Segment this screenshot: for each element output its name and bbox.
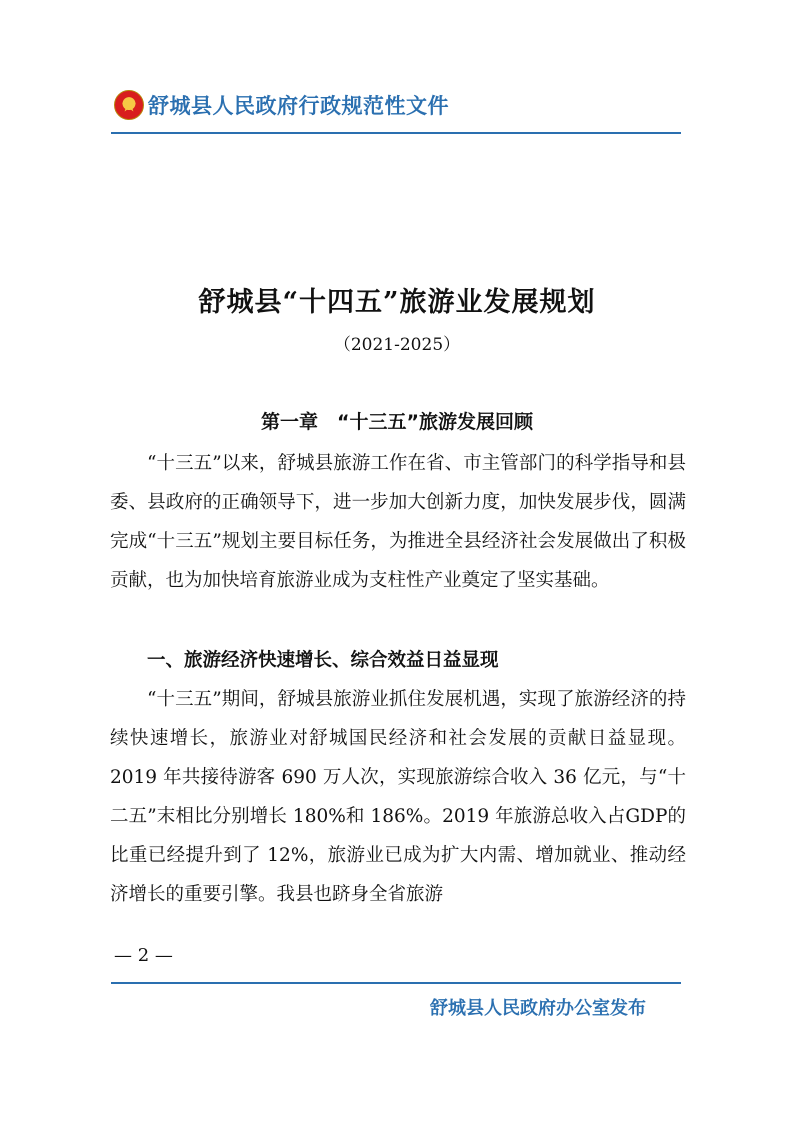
- page-number: — 2 —: [114, 945, 173, 966]
- document-subtitle: （2021-2025）: [333, 335, 461, 355]
- document-title: 舒城县“十四五”旅游业发展规划: [198, 287, 596, 318]
- document-header: [114, 88, 684, 122]
- national-emblem-icon: [114, 90, 144, 120]
- footer-divider: [111, 982, 681, 984]
- body-paragraph: “十三五”期间，舒城县旅游业抓住发展机遇，实现了旅游经济的持续快速增长，旅游业对舒城国民经济和社会发展的贡献日益显现。2019 年共接待游客 690 万人次，实现旅游综合收入 36 亿元，与“十二五”末相比分别增长 180%和 186%。2019 年旅游总收入占GDP的比重已经提升到了 12%，旅游业已成为扩大内需、增加就业、推动经济增长的重要引擎。我县也跻身全省旅游: [110, 689, 686, 905]
- body-paragraph: “十三五”以来，舒城县旅游工作在省、市主管部门的科学指导和县委、县政府的正确领导下，进一步加大创新力度，加快发展步伐，圆满完成“十三五”规划主要目标任务，为推进全县经济社会发展做出了积极贡献，也为加快培育旅游业成为支柱性产业奠定了坚实基础。: [110, 453, 686, 591]
- chapter-heading: 第一章 “十三五”旅游发展回顾: [261, 411, 533, 433]
- section-heading: 一、旅游经济快速增长、综合效益日益显现: [147, 650, 499, 671]
- header-title: 舒城县人民政府行政规范性文件: [148, 94, 449, 118]
- header-divider: [111, 132, 681, 134]
- footer-publisher: 舒城县人民政府办公室发布: [430, 998, 646, 1019]
